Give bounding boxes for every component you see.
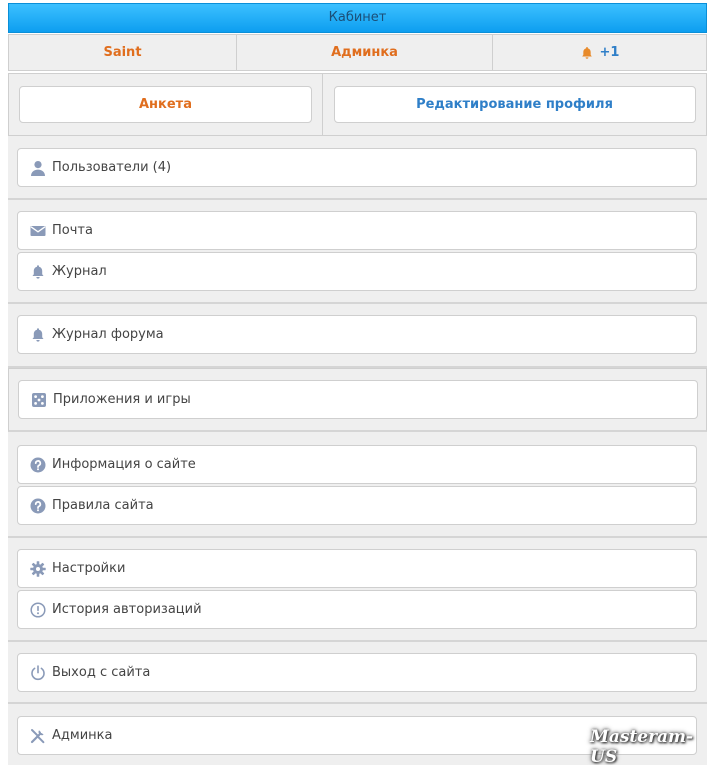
menu-item-label: Правила сайта bbox=[52, 498, 154, 513]
tab-notifications[interactable] bbox=[493, 35, 706, 70]
power-icon bbox=[30, 665, 46, 681]
menu-item-label: Информация о сайте bbox=[52, 457, 196, 472]
menu-item-label: Приложения и игры bbox=[53, 392, 191, 407]
profile-actions bbox=[8, 73, 707, 136]
menu-item-label: Настройки bbox=[52, 561, 126, 576]
group-users bbox=[8, 136, 707, 200]
group-forum bbox=[8, 304, 707, 368]
group-settings bbox=[8, 538, 707, 642]
watermark-logo bbox=[590, 727, 715, 765]
envelope-icon bbox=[30, 223, 46, 239]
menu-item-settings[interactable] bbox=[17, 549, 697, 588]
group-logout bbox=[8, 642, 707, 704]
gear-icon bbox=[30, 561, 46, 577]
menu-item-journal[interactable] bbox=[17, 252, 697, 291]
menu-item-apps[interactable] bbox=[18, 380, 698, 419]
menu-item-mail[interactable] bbox=[17, 211, 697, 250]
tools-icon bbox=[30, 728, 46, 744]
group-info bbox=[8, 432, 707, 538]
menu-item-label: Пользователи (4) bbox=[52, 160, 172, 175]
menu-item-auth-history[interactable] bbox=[17, 590, 697, 629]
question-circle-icon bbox=[30, 457, 46, 473]
menu-item-site-info[interactable] bbox=[17, 445, 697, 484]
menu-item-label: Почта bbox=[52, 223, 93, 238]
cabinet-header: Кабинет bbox=[8, 3, 707, 33]
bell-icon bbox=[580, 46, 594, 60]
menu-item-label: История авторизаций bbox=[52, 602, 202, 617]
menu-item-label: Журнал bbox=[52, 264, 107, 279]
info-circle-icon bbox=[30, 602, 46, 618]
group-mail bbox=[8, 200, 707, 304]
tab-admin[interactable]: Админка bbox=[237, 35, 493, 70]
profile-cell-edit bbox=[323, 74, 706, 135]
profile-cell-questionnaire bbox=[9, 74, 323, 135]
questionnaire-button[interactable]: Анкета bbox=[19, 86, 312, 123]
bell-icon bbox=[30, 327, 46, 343]
menu-item-label: Выход с сайта bbox=[52, 665, 151, 680]
menu-item-site-rules[interactable] bbox=[17, 486, 697, 525]
tab-user[interactable]: Saint bbox=[9, 35, 237, 70]
menu-item-users[interactable] bbox=[17, 148, 697, 187]
menu-item-label: Журнал форума bbox=[52, 327, 164, 342]
dice-icon bbox=[31, 392, 47, 408]
user-icon bbox=[30, 160, 46, 176]
top-tabs bbox=[8, 34, 707, 71]
bell-icon bbox=[30, 264, 46, 280]
menu-item-forum-journal[interactable] bbox=[17, 315, 697, 354]
watermark-text: Masteram-US bbox=[590, 727, 694, 765]
group-apps bbox=[8, 368, 707, 432]
menu-item-logout[interactable] bbox=[17, 653, 697, 692]
edit-profile-button[interactable]: Редактирование профиля bbox=[334, 86, 696, 123]
notification-count: +1 bbox=[599, 45, 620, 60]
menu-item-label: Админка bbox=[52, 728, 113, 743]
question-circle-icon bbox=[30, 498, 46, 514]
